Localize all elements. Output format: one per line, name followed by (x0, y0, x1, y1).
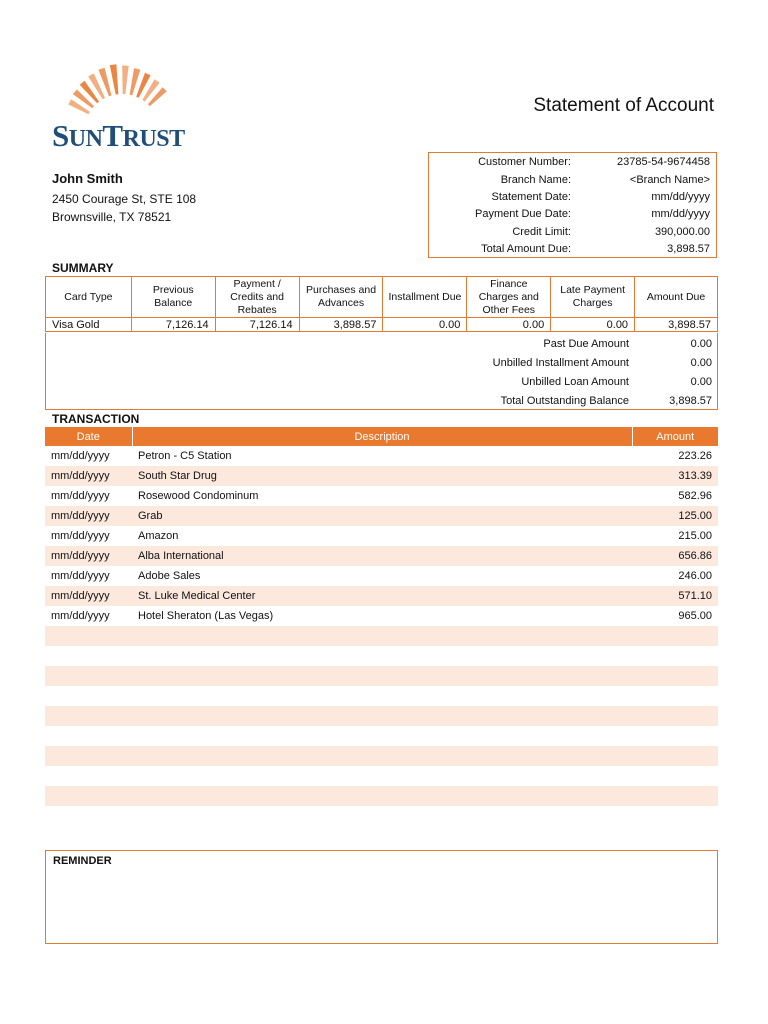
info-label: Total Amount Due: (481, 243, 571, 255)
summary-header-payment-credits: Payment / Credits and Rebates (215, 277, 299, 318)
info-label: Payment Due Date: (475, 208, 571, 220)
summary-header-purchases: Purchases and Advances (299, 277, 383, 318)
summary-purchases: 3,898.57 (299, 318, 383, 332)
customer-address-line1: 2450 Courage St, STE 108 (52, 192, 197, 206)
info-row (429, 154, 716, 171)
empty-table-row (45, 786, 718, 806)
page-title: Statement of Account (533, 95, 714, 116)
table-row (45, 526, 718, 546)
empty-table-row (45, 686, 718, 706)
transaction-date: mm/dd/yyyy (51, 470, 110, 482)
summary-row (46, 318, 718, 332)
transaction-amount: 313.39 (678, 470, 712, 482)
table-row (45, 606, 718, 626)
summary-header-amount-due: Amount Due (635, 277, 718, 318)
summary-finance-charges: 0.00 (467, 318, 551, 332)
transaction-amount: 965.00 (678, 610, 712, 622)
transaction-description: Rosewood Condominum (138, 490, 259, 502)
empty-table-row (45, 666, 718, 686)
transaction-date: mm/dd/yyyy (51, 450, 110, 462)
transaction-description: Hotel Sheraton (Las Vegas) (138, 610, 274, 622)
total-value: 3,898.57 (669, 395, 712, 407)
customer-name: John Smith (52, 171, 123, 186)
empty-table-row (45, 646, 718, 666)
transaction-description: South Star Drug (138, 470, 217, 482)
transaction-table (45, 427, 718, 826)
transaction-amount: 582.96 (678, 490, 712, 502)
info-value: 390,000.00 (654, 226, 710, 238)
sun-ray (110, 64, 119, 94)
total-row (46, 373, 717, 392)
transaction-description: St. Luke Medical Center (138, 590, 256, 602)
summary-header-previous-balance: Previous Balance (131, 277, 215, 318)
table-row (45, 466, 718, 486)
total-label: Total Outstanding Balance (500, 395, 629, 407)
transaction-date: mm/dd/yyyy (51, 550, 110, 562)
info-value: mm/dd/yyyy (651, 208, 710, 220)
transaction-heading: TRANSACTION (52, 412, 140, 426)
info-row (429, 224, 716, 241)
customer-address-line2: Brownsville, TX 78521 (52, 210, 172, 224)
transaction-header-description: Description (132, 427, 632, 446)
transaction-date: mm/dd/yyyy (51, 590, 110, 602)
summary-card-type: Visa Gold (46, 318, 132, 332)
customer-address-block (52, 170, 196, 226)
empty-table-row (45, 706, 718, 726)
transaction-description: Adobe Sales (138, 570, 201, 582)
reminder-heading: REMINDER (53, 855, 112, 867)
account-info-box (428, 152, 717, 258)
transaction-date: mm/dd/yyyy (51, 530, 110, 542)
total-label: Past Due Amount (543, 338, 629, 350)
empty-table-row (45, 746, 718, 766)
transaction-description: Amazon (138, 530, 179, 542)
empty-table-row (45, 626, 718, 646)
transaction-date: mm/dd/yyyy (51, 510, 110, 522)
summary-table (45, 276, 718, 332)
summary-previous-balance: 7,126.14 (131, 318, 215, 332)
info-value: <Branch Name> (629, 174, 710, 186)
info-value: 23785-54-9674458 (617, 156, 710, 168)
total-row (46, 335, 717, 354)
empty-table-row (45, 806, 718, 826)
sun-ray (122, 66, 129, 95)
table-row (45, 566, 718, 586)
table-row (45, 486, 718, 506)
table-row (45, 546, 718, 566)
total-label: Unbilled Loan Amount (521, 376, 629, 388)
summary-late-payment: 0.00 (551, 318, 635, 332)
info-row (429, 189, 716, 206)
total-value: 0.00 (690, 357, 712, 369)
transaction-date: mm/dd/yyyy (51, 610, 110, 622)
transaction-description: Grab (138, 510, 163, 522)
transaction-header-amount: Amount (632, 427, 718, 446)
reminder-box (45, 850, 718, 944)
info-label: Branch Name: (500, 174, 571, 186)
summary-header-finance-charges: Finance Charges and Other Fees (467, 277, 551, 318)
transaction-amount: 246.00 (678, 570, 712, 582)
transaction-amount: 223.26 (678, 450, 712, 462)
info-value: 3,898.57 (667, 243, 710, 255)
total-label: Unbilled Installment Amount (492, 357, 629, 369)
summary-header-card-type: Card Type (46, 277, 132, 318)
summary-header-late-payment: Late Payment Charges (551, 277, 635, 318)
info-label: Statement Date: (491, 191, 571, 203)
transaction-amount: 215.00 (678, 530, 712, 542)
table-row (45, 446, 718, 466)
info-label: Credit Limit: (512, 226, 571, 238)
transaction-amount: 656.86 (678, 550, 712, 562)
table-row (45, 586, 718, 606)
sunburst-icon (52, 62, 212, 122)
transaction-description: Petron - C5 Station (138, 450, 232, 462)
transaction-date: mm/dd/yyyy (51, 490, 110, 502)
info-label: Customer Number: (478, 156, 571, 168)
empty-table-row (45, 726, 718, 746)
transaction-description: Alba International (138, 550, 224, 562)
info-value: mm/dd/yyyy (651, 191, 710, 203)
transaction-date: mm/dd/yyyy (51, 570, 110, 582)
total-value: 0.00 (690, 376, 712, 388)
info-row (429, 241, 716, 258)
transaction-header-date: Date (45, 427, 132, 446)
empty-table-row (45, 766, 718, 786)
transaction-amount: 571.10 (678, 590, 712, 602)
total-row (46, 354, 717, 373)
summary-installment: 0.00 (383, 318, 467, 332)
table-row (45, 506, 718, 526)
summary-payment-credits: 7,126.14 (215, 318, 299, 332)
summary-amount-due: 3,898.57 (635, 318, 718, 332)
summary-header-installment: Installment Due (383, 277, 467, 318)
info-row (429, 172, 716, 189)
total-row (46, 392, 717, 411)
summary-totals-box (45, 333, 718, 410)
summary-heading: SUMMARY (52, 261, 114, 275)
total-value: 0.00 (690, 338, 712, 350)
info-row (429, 206, 716, 223)
transaction-amount: 125.00 (678, 510, 712, 522)
suntrust-logo (52, 62, 212, 154)
logo-wordmark: SUNTRUST (52, 118, 185, 153)
